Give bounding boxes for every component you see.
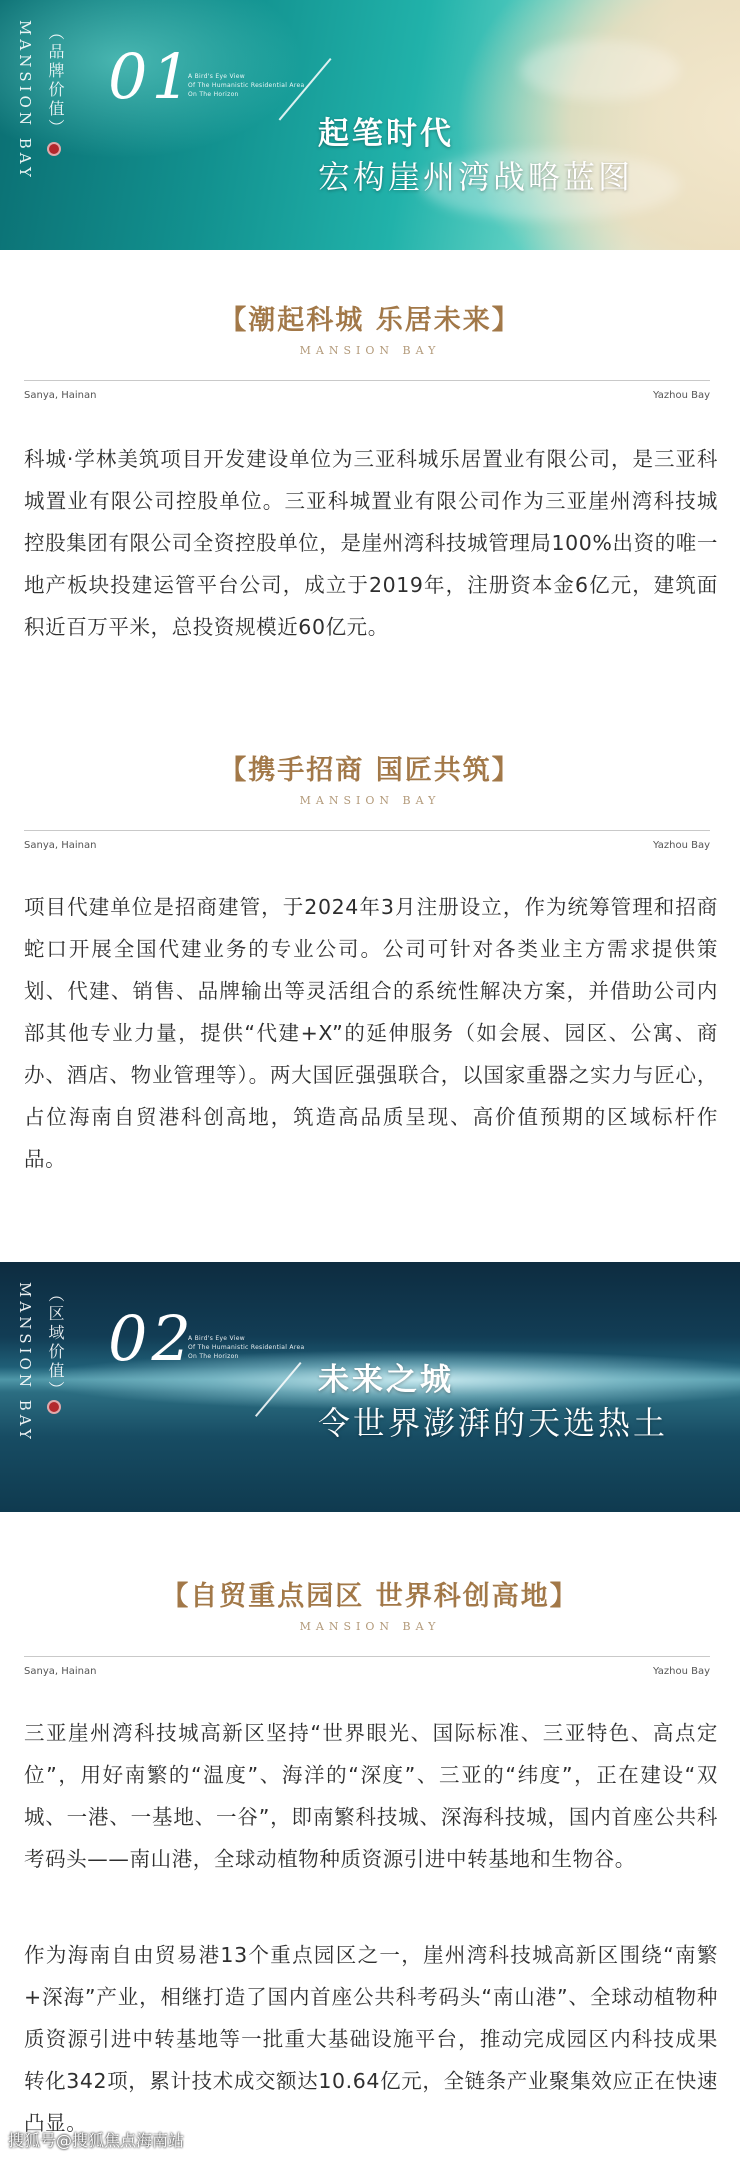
section-title: 【自贸重点园区 世界科创高地】	[161, 1581, 579, 1612]
place-right: Yazhou Bay	[653, 840, 710, 851]
divider	[24, 380, 710, 381]
tagline-en: A Bird's Eye View Of The Humanistic Residential Area On The Horizon	[188, 1335, 305, 1360]
place-left: Sanya, Hainan	[24, 1666, 97, 1677]
banner-brand-value	[0, 0, 740, 250]
vertical-brand-en: MANSION BAY	[16, 1282, 34, 1443]
section-en: MANSION BAY	[299, 1620, 441, 1633]
banner-subtitle: 宏构崖州湾战略蓝图	[318, 158, 634, 196]
section-number: 01	[108, 40, 195, 113]
divider	[24, 830, 710, 831]
section-en: MANSION BAY	[299, 344, 441, 357]
banner-title: 起笔时代	[318, 116, 454, 152]
banner-subtitle: 令世界澎湃的天选热土	[318, 1404, 669, 1442]
slash-divider	[255, 1362, 302, 1417]
body-paragraph: 三亚崖州湾科技城高新区坚持“世界眼光、国际标准、三亚特色、高点定位”，用好南繁的“温度”、海洋的“深度”、三亚的“纬度”，正在建设“双城、一港、一基地、一谷”，即南繁科技城、深海科技城，国内首座公共科考码头——南山港，全球动植物种质资源引进中转基地和生物谷。	[24, 1721, 718, 1871]
body-paragraph: 项目代建单位是招商建管，于2024年3月注册设立，作为统筹管理和招商蛇口开展全国代建业务的专业公司。公司可针对各类业主方需求提供策划、代建、销售、品牌输出等灵活组合的系统性解决方案，并借助公司内部其他专业力量，提供“代建+X”的延伸服务（如会展、园区、公寓、商办、酒店、物业管理等）。两大国匠强强联合，以国家重器之实力与匠心，占位海南自贸港科创高地，筑造高品质呈现、高价值预期的区域标杆作品。	[24, 895, 718, 1171]
section-number: 02	[108, 1302, 195, 1375]
banner-regional-value	[0, 1262, 740, 1512]
red-seal-icon	[47, 1400, 61, 1414]
vertical-category: （品牌价值）	[46, 24, 65, 138]
wave-foam	[520, 40, 680, 100]
place-left: Sanya, Hainan	[24, 390, 97, 401]
section-title: 【携手招商 国匠共筑】	[219, 755, 521, 786]
vertical-brand-en: MANSION BAY	[16, 20, 34, 181]
body-paragraph: 作为海南自由贸易港13个重点园区之一，崖州湾科技城高新区围绕“南繁+深海”产业，相继打造了国内首座公共科考码头“南山港”、全球动植物种质资源引进中转基地等一批重大基础设施平台，推动完成园区内科技成果转化342项，累计技术成交额达10.64亿元，全链条产业聚集效应正在快速凸显。	[24, 1943, 718, 2135]
banner-title: 未来之城	[318, 1362, 454, 1398]
place-left: Sanya, Hainan	[24, 840, 97, 851]
red-seal-icon	[47, 142, 61, 156]
watermark: 搜狐号@搜狐焦点海南站	[8, 2131, 185, 2150]
body-paragraph: 科城·学林美筑项目开发建设单位为三亚科城乐居置业有限公司，是三亚科城置业有限公司控股单位。三亚科城置业有限公司作为三亚崖州湾科技城控股集团有限公司全资控股单位，是崖州湾科技城管理局100%出资的唯一地产板块投建运管平台公司，成立于2019年，注册资本金6亿元，建筑面积近百万平米，总投资规模近60亿元。	[24, 447, 719, 639]
place-right: Yazhou Bay	[653, 390, 710, 401]
section-en: MANSION BAY	[299, 794, 441, 807]
section-title: 【潮起科城 乐居未来】	[219, 305, 521, 336]
divider	[24, 1656, 710, 1657]
vertical-category: （区域价值）	[46, 1286, 65, 1400]
tagline-en: A Bird's Eye View Of The Humanistic Residential Area On The Horizon	[188, 73, 305, 98]
place-right: Yazhou Bay	[653, 1666, 710, 1677]
